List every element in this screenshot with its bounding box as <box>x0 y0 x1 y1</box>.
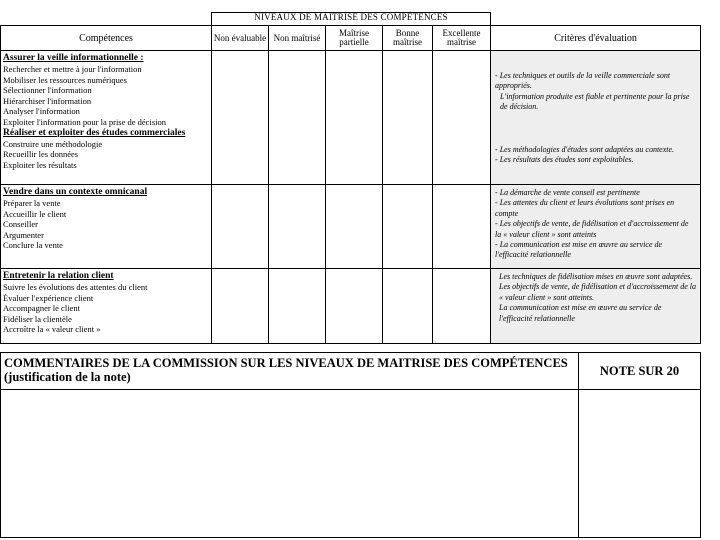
list-item: Fidéliser la clientèle <box>3 313 72 324</box>
list-item: Argumenter <box>3 229 44 240</box>
criteria-item: - Les résultats des études sont exploitables. <box>495 155 634 165</box>
criteria-cell <box>491 51 701 185</box>
level-excellente-maitrise: Excellente maîtrise <box>433 26 491 51</box>
level-non-evaluable: Non évaluable <box>212 26 269 51</box>
criteria-item: - Les attentes du client et leurs évolutions sont prises en compte <box>495 198 675 218</box>
list-item: Exploiter les résultats <box>3 159 77 170</box>
list-item: Exploiter l'information pour la prise de décision <box>3 116 166 127</box>
criteria-item: L'information produite est fiable et pertinente pour la prise de décision. <box>500 91 690 112</box>
section-title: Réaliser et exploiter des études commerciales <box>3 127 186 138</box>
level-cell[interactable] <box>433 51 491 185</box>
criteria-item: Les techniques de fidélisation mises en œuvre sont adaptées. <box>499 272 693 281</box>
list-item: Préparer la vente <box>3 198 61 208</box>
list-item: Recueillir les données <box>3 149 79 160</box>
list-item: Construire une méthodologie <box>3 138 103 149</box>
list-item: Conclure la vente <box>3 240 63 251</box>
level-cell[interactable] <box>383 51 433 185</box>
criteria-item: Les objectifs de vente, de fidélisation et d'accroissement de la « valeur client » sont atteints. <box>499 282 696 302</box>
table-row <box>1 51 701 185</box>
list-item: Sélectionner l'information <box>3 85 92 96</box>
list-item: Hiérarchiser l'information <box>3 95 92 106</box>
criteria-cell <box>491 185 701 269</box>
level-bonne-maitrise: Bonne maîtrise <box>383 26 433 51</box>
section-title: Vendre dans un contexte omnicanal <box>3 187 148 197</box>
level-cell[interactable] <box>326 51 383 185</box>
level-cell[interactable] <box>212 269 269 344</box>
table-row <box>1 269 701 344</box>
level-cell[interactable] <box>326 269 383 344</box>
comments-table <box>0 352 701 538</box>
criteria-item: - Les objectifs de vente, de fidélisation et d'accroissement de la « valeur client » sont atteints <box>495 219 689 239</box>
level-cell[interactable] <box>383 269 433 344</box>
list-item: Suivre les évolutions des attentes du client <box>3 282 148 292</box>
competence-cell <box>1 51 212 185</box>
level-cell[interactable] <box>433 269 491 344</box>
competence-cell <box>1 185 212 269</box>
section-title: Entretenir la relation client <box>3 271 114 281</box>
list-item: Accueillir le client <box>3 208 67 219</box>
level-cell[interactable] <box>326 185 383 269</box>
criteria-item: - La communication est mise en œuvre au service de l'efficacité relationnelle <box>495 240 663 260</box>
criteria-header: Critères d'évaluation <box>491 26 701 51</box>
level-cell[interactable] <box>269 269 326 344</box>
competence-grid <box>0 12 701 344</box>
list-item: Rechercher et mettre à jour l'information <box>3 64 142 74</box>
list-item: Analyser l'information <box>3 106 80 117</box>
level-cell[interactable] <box>269 185 326 269</box>
level-non-maitrise: Non maîtrisé <box>269 26 326 51</box>
competences-header: Compétences <box>1 26 212 51</box>
level-maitrise-partielle: Maîtrise partielle <box>326 26 383 51</box>
comments-title: COMMENTAIRES DE LA COMMISSION SUR LES NIVEAUX DE MAITRISE DES COMPÉTENCES (justification de la note) <box>1 353 579 390</box>
criteria-item: La communication est mise en œuvre au service de l'efficacité relationnelle <box>499 303 662 323</box>
level-cell[interactable] <box>383 185 433 269</box>
level-cell[interactable] <box>269 51 326 185</box>
criteria-cell <box>491 269 701 344</box>
list-item: Conseiller <box>3 219 38 230</box>
competence-cell <box>1 269 212 344</box>
note-field[interactable] <box>579 390 701 538</box>
criteria-item: - La démarche de vente conseil est pertinente <box>495 188 640 197</box>
note-title: NOTE SUR 20 <box>579 353 701 390</box>
comments-field[interactable] <box>1 390 579 538</box>
level-cell[interactable] <box>212 51 269 185</box>
level-cell[interactable] <box>433 185 491 269</box>
table-row <box>1 185 701 269</box>
list-item: Évaluer l'expérience client <box>3 292 94 303</box>
levels-title: NIVEAUX DE MAITRISE DES COMPÉTENCES <box>212 13 491 26</box>
criteria-item: - Les méthodologies d'études sont adaptées au contexte. <box>495 144 675 154</box>
section-title: Assurer la veille informationnelle : <box>3 53 144 63</box>
list-item: Accompagner le client <box>3 303 80 314</box>
level-cell[interactable] <box>212 185 269 269</box>
list-item: Accroître la « valeur client » <box>3 324 101 335</box>
list-item: Mobiliser les ressources numériques <box>3 74 127 85</box>
criteria-item: - Les techniques et outils de la veille commerciale sont appropriés. <box>495 71 671 91</box>
